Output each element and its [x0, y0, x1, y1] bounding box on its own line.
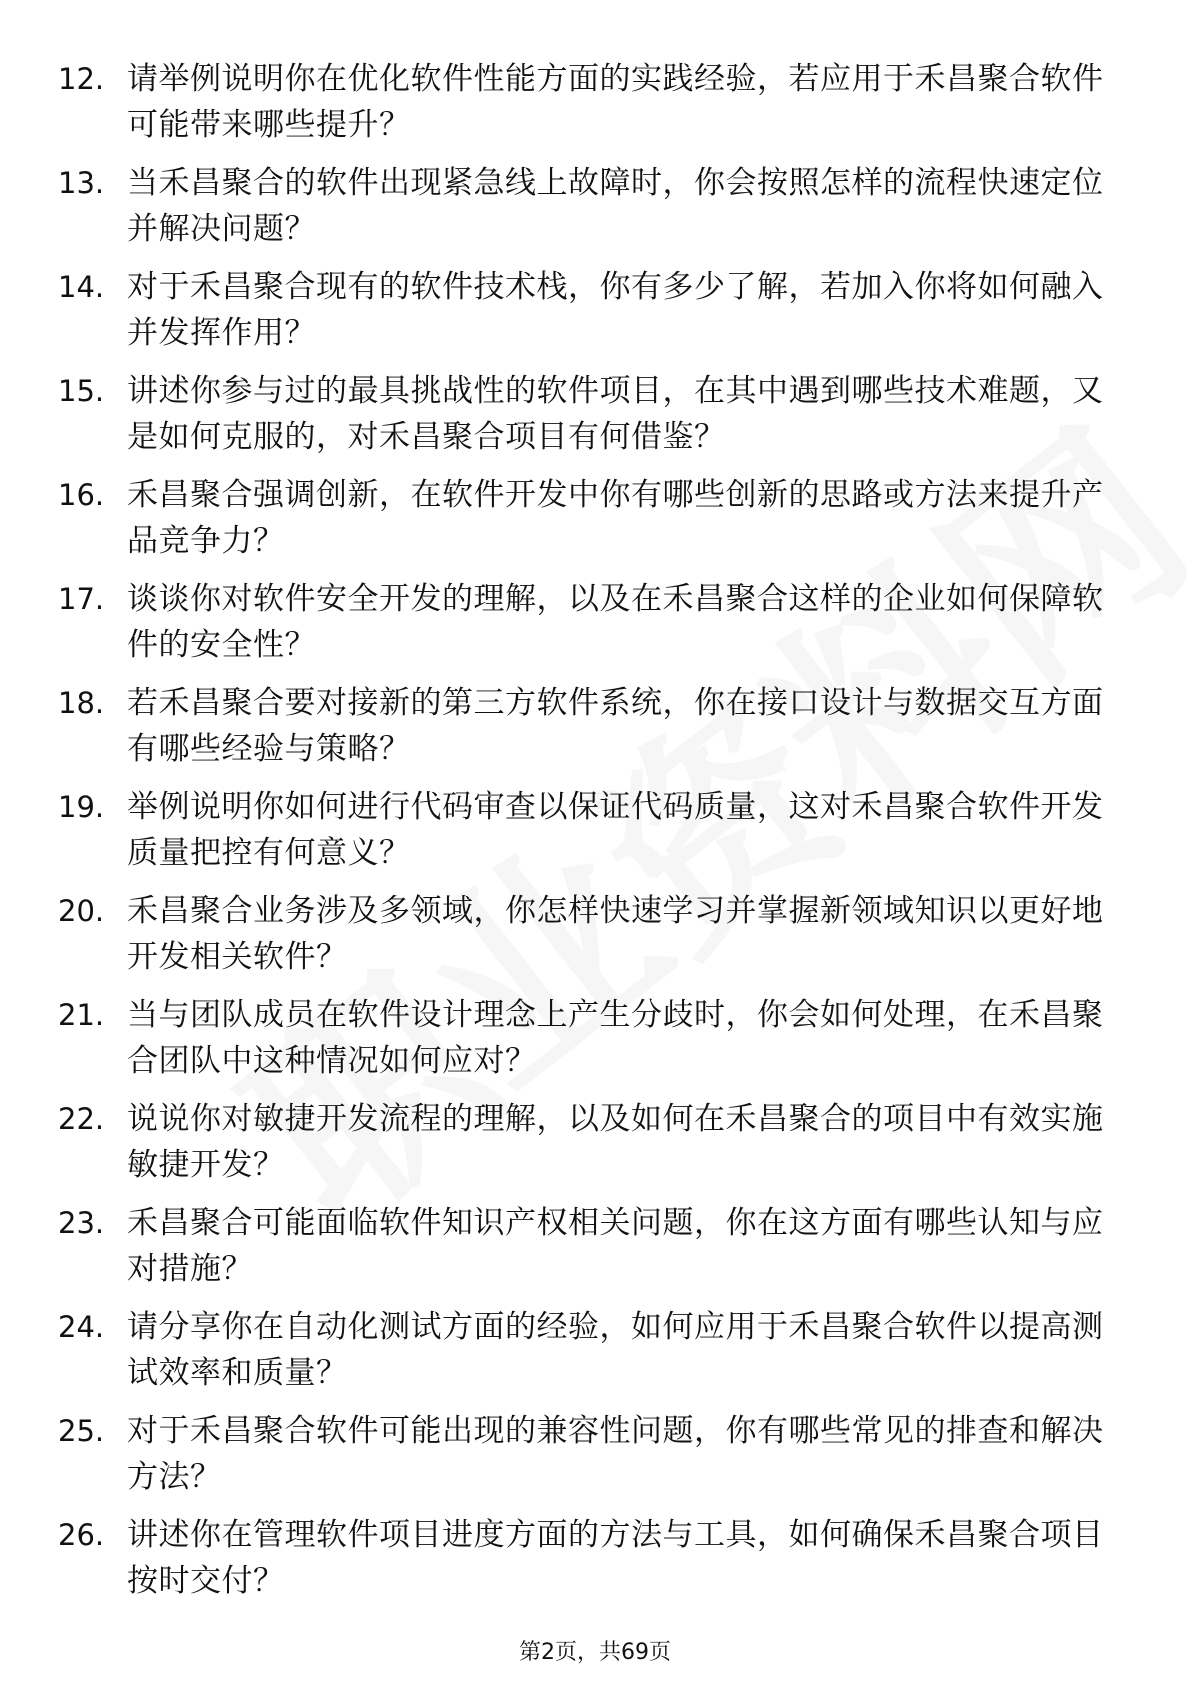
question-number: 18.	[58, 686, 105, 720]
question-number: 13.	[58, 166, 105, 200]
question-number: 23.	[58, 1206, 105, 1240]
question-item	[0, 50, 1190, 154]
question-item	[0, 1298, 1190, 1402]
question-number: 19.	[58, 790, 105, 824]
question-list	[0, 50, 1190, 1610]
question-number: 26.	[58, 1518, 105, 1552]
question-number: 20.	[58, 894, 105, 928]
question-text: 禾昌聚合业务涉及多领域，你怎样快速学习并掌握新领域知识以更好地开发相关软件？	[127, 893, 1104, 975]
question-item	[0, 778, 1190, 882]
question-item	[0, 1194, 1190, 1298]
question-number: 25.	[58, 1414, 105, 1448]
question-text: 讲述你参与过的最具挑战性的软件项目，在其中遇到哪些技术难题，又是如何克服的，对禾昌聚合项目有何借鉴？	[127, 373, 1104, 455]
question-text: 对于禾昌聚合软件可能出现的兼容性问题，你有哪些常见的排查和解决方法？	[127, 1413, 1104, 1495]
question-item	[0, 1402, 1190, 1506]
question-item	[0, 1090, 1190, 1194]
question-item	[0, 1506, 1190, 1610]
question-item	[0, 570, 1190, 674]
question-number: 15.	[58, 374, 105, 408]
question-text: 对于禾昌聚合现有的软件技术栈，你有多少了解，若加入你将如何融入并发挥作用？	[127, 269, 1104, 351]
page-number-label: 第2页，共69页	[519, 1640, 671, 1665]
question-text: 当与团队成员在软件设计理念上产生分歧时，你会如何处理，在禾昌聚合团队中这种情况如何应对？	[127, 997, 1104, 1079]
page-footer	[0, 1638, 1190, 1668]
question-text: 请分享你在自动化测试方面的经验，如何应用于禾昌聚合软件以提高测试效率和质量？	[127, 1309, 1104, 1391]
question-text: 请举例说明你在优化软件性能方面的实践经验，若应用于禾昌聚合软件可能带来哪些提升？	[127, 61, 1104, 143]
question-item	[0, 882, 1190, 986]
question-item	[0, 986, 1190, 1090]
question-number: 14.	[58, 270, 105, 304]
question-text: 禾昌聚合可能面临软件知识产权相关问题，你在这方面有哪些认知与应对措施？	[127, 1205, 1104, 1287]
question-text: 当禾昌聚合的软件出现紧急线上故障时，你会按照怎样的流程快速定位并解决问题？	[127, 165, 1104, 247]
question-number: 16.	[58, 478, 105, 512]
question-item	[0, 362, 1190, 466]
question-text: 禾昌聚合强调创新，在软件开发中你有哪些创新的思路或方法来提升产品竞争力？	[127, 477, 1104, 559]
question-number: 24.	[58, 1310, 105, 1344]
question-number: 12.	[58, 62, 105, 96]
question-text: 谈谈你对软件安全开发的理解，以及在禾昌聚合这样的企业如何保障软件的安全性？	[127, 581, 1104, 663]
question-item	[0, 466, 1190, 570]
question-number: 21.	[58, 998, 105, 1032]
question-text: 若禾昌聚合要对接新的第三方软件系统，你在接口设计与数据交互方面有哪些经验与策略？	[127, 685, 1104, 767]
question-item	[0, 154, 1190, 258]
question-item	[0, 674, 1190, 778]
question-number: 17.	[58, 582, 105, 616]
question-item	[0, 258, 1190, 362]
question-text: 举例说明你如何进行代码审查以保证代码质量，这对禾昌聚合软件开发质量把控有何意义？	[127, 789, 1104, 871]
question-number: 22.	[58, 1102, 105, 1136]
question-text: 讲述你在管理软件项目进度方面的方法与工具，如何确保禾昌聚合项目按时交付？	[127, 1517, 1104, 1599]
question-text: 说说你对敏捷开发流程的理解，以及如何在禾昌聚合的项目中有效实施敏捷开发？	[127, 1101, 1104, 1183]
